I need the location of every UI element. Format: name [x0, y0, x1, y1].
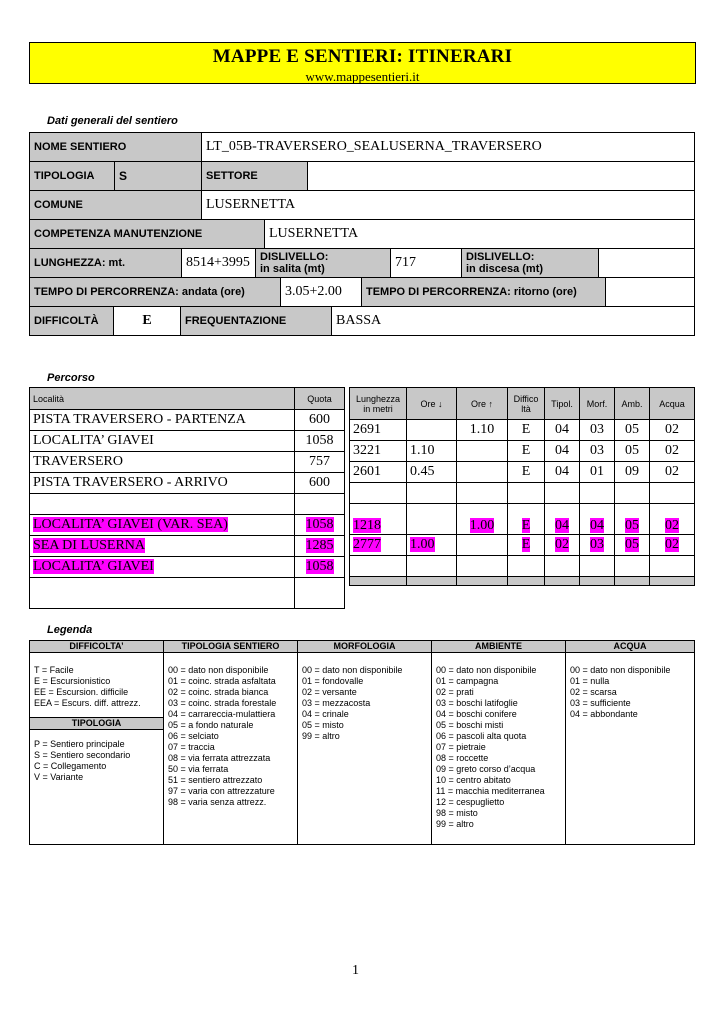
lunghezza-label: LUNGHEZZA: mt.: [30, 249, 182, 278]
legend-item: 03 = boschi latifoglie: [436, 698, 518, 708]
segment-diff: E: [508, 504, 545, 535]
segment-ore-down: [407, 504, 457, 535]
segment-diff: E: [508, 535, 545, 556]
legend-difficolta-cell: [30, 653, 164, 845]
legend-item: V = Variante: [34, 772, 84, 782]
locality-row: [30, 536, 345, 557]
locality-row: [30, 431, 345, 452]
segment-tipol: 04: [545, 441, 580, 462]
legend-morfologia-list: [298, 653, 432, 845]
site-url: www.mappesentieri.it: [305, 69, 420, 84]
nome-sentiero-value: LT_05B-TRAVERSERO_SEALUSERNA_TRAVERSERO: [202, 133, 695, 162]
legend-item: 01 = coinc. strada asfaltata: [168, 676, 276, 686]
header-acqua: Acqua: [650, 388, 695, 420]
segment-row: [350, 462, 695, 483]
dislivello-discesa-label: DISLIVELLO: in discesa (mt): [462, 249, 599, 278]
locality-name: [30, 515, 295, 536]
segment-tipol: 04: [545, 420, 580, 441]
nome-sentiero-label: NOME SENTIERO: [30, 133, 202, 162]
segment-lunghezza: 2691: [350, 420, 407, 441]
difficolta-label: DIFFICOLTÀ: [30, 307, 114, 336]
legenda-section-title: Legenda: [47, 624, 93, 636]
page-title: MAPPE E SENTIERI: ITINERARI: [212, 46, 513, 67]
locality-name-highlight: SEA DI LUSERNA: [33, 538, 146, 553]
legend-item: 97 = varia con attrezzature: [168, 786, 275, 796]
legend-morfologia-title: MORFOLOGIA: [298, 641, 432, 653]
segment-row: [350, 420, 695, 441]
segment-ore-up: [457, 462, 508, 483]
comune-label: COMUNE: [30, 191, 202, 220]
segment-tipol: 02: [545, 535, 580, 556]
legend-acqua-list: [566, 653, 695, 845]
legend-item: 09 = greto corso d’acqua: [436, 764, 536, 774]
segment-ore-up: [457, 535, 508, 556]
legend-item: 00 = dato non disponibile: [168, 665, 269, 675]
legend-item: 98 = varia senza attrezz.: [168, 797, 267, 807]
locality-name-highlight: LOCALITA’ GIAVEI (VAR. SEA): [33, 517, 228, 532]
header-localita: Località: [30, 388, 295, 410]
segment-amb: 09: [615, 462, 650, 483]
locality-quota: 1058: [295, 431, 345, 452]
legend-item: 02 = versante: [302, 687, 357, 697]
legend-tipologia-title: TIPOLOGIA: [30, 717, 163, 730]
legend-item: 10 = centro abitato: [436, 775, 511, 785]
header-tipol: Tipol.: [545, 388, 580, 420]
legend-item: 98 = misto: [436, 808, 478, 818]
locality-name: PISTA TRAVERSERO - ARRIVO: [30, 473, 295, 494]
legend-item: 04 = crinale: [302, 709, 349, 719]
segment-acqua: 02: [650, 441, 695, 462]
locality-name: PISTA TRAVERSERO - PARTENZA: [30, 410, 295, 431]
legend-ambiente-title: AMBIENTE: [432, 641, 566, 653]
dislivello-salita-label: DISLIVELLO: in salita (mt): [256, 249, 391, 278]
legend-item: 02 = prati: [436, 687, 474, 697]
general-section-title: Dati generali del sentiero: [47, 115, 178, 127]
segment-amb: 05: [615, 504, 650, 535]
legend-tipologia-sentiero-list: [164, 653, 298, 845]
segment-ore-down: 1.00: [407, 535, 457, 556]
segment-ore-up: 1.00: [457, 504, 508, 535]
segment-ore-up: [457, 483, 508, 504]
segment-morf: 01: [580, 462, 615, 483]
header-lunghezza: Lunghezza in metri: [350, 388, 407, 420]
segment-diff: [508, 483, 545, 504]
segment-amb: [615, 556, 650, 577]
legend-tipologia-list: [30, 730, 163, 783]
locality-quota: 600: [295, 410, 345, 431]
legend-item: 03 = mezzacosta: [302, 698, 371, 708]
legend-item: 03 = sufficiente: [570, 698, 631, 708]
segment-amb: 05: [615, 441, 650, 462]
segment-lunghezza: 1218: [350, 504, 407, 535]
legend-item: 99 = altro: [436, 819, 474, 829]
segment-diff: [508, 556, 545, 577]
localities-table: [29, 387, 345, 609]
legend-item: T = Facile: [34, 665, 74, 675]
legend-item: 08 = via ferrata attrezzata: [168, 753, 271, 763]
legend-item: 04 = abbondante: [570, 709, 638, 719]
segment-acqua: 02: [650, 420, 695, 441]
locality-name: LOCALITA’ GIAVEI: [30, 431, 295, 452]
settore-value: [308, 162, 695, 191]
segment-morf: [580, 556, 615, 577]
segment-morf: 03: [580, 420, 615, 441]
legend-item: 01 = nulla: [570, 676, 610, 686]
header-quota: Quota: [295, 388, 345, 410]
segment-ore-up: 1.10: [457, 420, 508, 441]
legend-item: 06 = pascoli alta quota: [436, 731, 527, 741]
segment-row: [350, 535, 695, 556]
legend-item: 05 = boschi misti: [436, 720, 504, 730]
legend-item: 12 = cespuglietto: [436, 797, 505, 807]
lunghezza-value: 8514+3995: [182, 249, 256, 278]
segment-ore-down: 1.10: [407, 441, 457, 462]
segment-acqua: [650, 483, 695, 504]
locality-quota-highlight: 1285: [305, 538, 334, 553]
locality-row: [30, 557, 345, 578]
legend-item: 00 = dato non disponibile: [302, 665, 403, 675]
legend-item: S = Sentiero secondario: [34, 750, 131, 760]
segment-morf: 03: [580, 535, 615, 556]
locality-name: TRAVERSERO: [30, 452, 295, 473]
segment-morf: 04: [580, 504, 615, 535]
legend-item: 08 = roccette: [436, 753, 489, 763]
locality-quota: 600: [295, 473, 345, 494]
general-data-table: [29, 132, 695, 336]
legend-item: 01 = campagna: [436, 676, 499, 686]
legend-item: 04 = carrareccia-mulattiera: [168, 709, 276, 719]
segments-table: [349, 387, 695, 586]
locality-row: [30, 410, 345, 431]
legend-item: 04 = boschi conifere: [436, 709, 517, 719]
locality-row: [30, 515, 345, 536]
legend-item: 99 = altro: [302, 731, 340, 741]
locality-name-highlight: LOCALITA’ GIAVEI: [33, 559, 154, 574]
legend-acqua-title: ACQUA: [566, 641, 695, 653]
comune-value: LUSERNETTA: [202, 191, 695, 220]
segment-row: [350, 556, 695, 577]
locality-quota: 757: [295, 452, 345, 473]
legend-item: 50 = via ferrata: [168, 764, 229, 774]
page-number: 1: [352, 963, 359, 978]
legend-item: 02 = coinc. strada bianca: [168, 687, 269, 697]
header-ore-up: Ore ↑: [457, 388, 508, 420]
segment-lunghezza: [350, 483, 407, 504]
segment-morf: 03: [580, 441, 615, 462]
legend-item: 00 = dato non disponibile: [570, 665, 671, 675]
locality-quota: [295, 494, 345, 515]
competenza-value: LUSERNETTA: [265, 220, 695, 249]
locality-name: [30, 536, 295, 557]
difficolta-value: E: [114, 307, 181, 336]
tipologia-label: TIPOLOGIA: [30, 162, 115, 191]
segment-diff: E: [508, 462, 545, 483]
tempo-ritorno-value: [606, 278, 695, 307]
segment-ore-down: [407, 483, 457, 504]
segment-tipol: 04: [545, 462, 580, 483]
legend-item: 03 = coinc. strada forestale: [168, 698, 277, 708]
legend-item: 07 = traccia: [168, 742, 215, 752]
segment-lunghezza: [350, 556, 407, 577]
segment-morf: [580, 483, 615, 504]
segment-ore-down: [407, 420, 457, 441]
legend-difficolta-list: [30, 653, 163, 709]
segment-lunghezza: 2777: [350, 535, 407, 556]
legend-item: 05 = a fondo naturale: [168, 720, 254, 730]
settore-label: SETTORE: [202, 162, 308, 191]
header-morf: Morf.: [580, 388, 615, 420]
segment-ore-up: [457, 556, 508, 577]
locality-name: [30, 494, 295, 515]
segment-acqua: [650, 556, 695, 577]
segment-row: [350, 483, 695, 504]
segment-lunghezza: 2601: [350, 462, 407, 483]
locality-name: [30, 557, 295, 578]
segment-diff: E: [508, 420, 545, 441]
segment-tipol: [545, 556, 580, 577]
legend-ambiente-list: [432, 653, 566, 845]
segment-row: [350, 441, 695, 462]
frequentazione-value: BASSA: [332, 307, 695, 336]
legend-item: 06 = selciato: [168, 731, 219, 741]
locality-quota: [295, 578, 345, 609]
legend-item: 51 = sentiero attrezzato: [168, 775, 263, 785]
legend-item: EEA = Escurs. diff. attrezz.: [34, 698, 141, 708]
segment-diff: E: [508, 441, 545, 462]
legend-item: EE = Escursion. difficile: [34, 687, 129, 697]
segment-amb: 05: [615, 535, 650, 556]
locality-quota: [295, 536, 345, 557]
competenza-label: COMPETENZA MANUTENZIONE: [30, 220, 265, 249]
segment-row: [350, 504, 695, 535]
locality-row: [30, 494, 345, 515]
segment-amb: [615, 483, 650, 504]
segment-ore-down: [407, 556, 457, 577]
segment-acqua: 02: [650, 462, 695, 483]
legend-item: E = Escursionistico: [34, 676, 111, 686]
segment-ore-down: 0.45: [407, 462, 457, 483]
legend-difficolta-title: DIFFICOLTA’: [30, 641, 164, 653]
tempo-andata-value: 3.05+2.00: [281, 278, 362, 307]
segment-tipol: 04: [545, 504, 580, 535]
segment-ore-up: [457, 441, 508, 462]
header-amb: Amb.: [615, 388, 650, 420]
dislivello-salita-value: 717: [391, 249, 462, 278]
frequentazione-label: FREQUENTAZIONE: [181, 307, 332, 336]
segment-footer-row: [350, 577, 695, 586]
locality-name: [30, 578, 295, 609]
locality-quota-highlight: 1058: [305, 559, 334, 574]
legend-item: 02 = scarsa: [570, 687, 617, 697]
segment-amb: 05: [615, 420, 650, 441]
legend-item: 11 = macchia mediterranea: [436, 786, 545, 796]
locality-quota-highlight: 1058: [305, 517, 334, 532]
header-difficolta: Diffico ltà: [508, 388, 545, 420]
locality-quota: [295, 515, 345, 536]
dislivello-discesa-value: [599, 249, 695, 278]
legend-item: 05 = misto: [302, 720, 344, 730]
locality-quota: [295, 557, 345, 578]
tempo-andata-label: TEMPO DI PERCORRENZA: andata (ore): [30, 278, 281, 307]
legend-item: 00 = dato non disponibile: [436, 665, 537, 675]
locality-row: [30, 452, 345, 473]
locality-row: [30, 473, 345, 494]
legend-tipologia-sentiero-title: TIPOLOGIA SENTIERO: [164, 641, 298, 653]
tipologia-value: S: [115, 162, 202, 191]
page-header: [29, 42, 696, 84]
segment-tipol: [545, 483, 580, 504]
percorso-section-title: Percorso: [47, 372, 95, 384]
legend-item: 01 = fondovalle: [302, 676, 364, 686]
segment-acqua: 02: [650, 504, 695, 535]
legend-item: P = Sentiero principale: [34, 739, 125, 749]
segment-lunghezza: 3221: [350, 441, 407, 462]
legend-item: C = Collegamento: [34, 761, 107, 771]
header-ore-down: Ore ↓: [407, 388, 457, 420]
segment-acqua: 02: [650, 535, 695, 556]
tempo-ritorno-label: TEMPO DI PERCORRENZA: ritorno (ore): [362, 278, 606, 307]
legend-item: 07 = pietraie: [436, 742, 486, 752]
locality-row: [30, 578, 345, 609]
legend-table: [29, 640, 695, 845]
